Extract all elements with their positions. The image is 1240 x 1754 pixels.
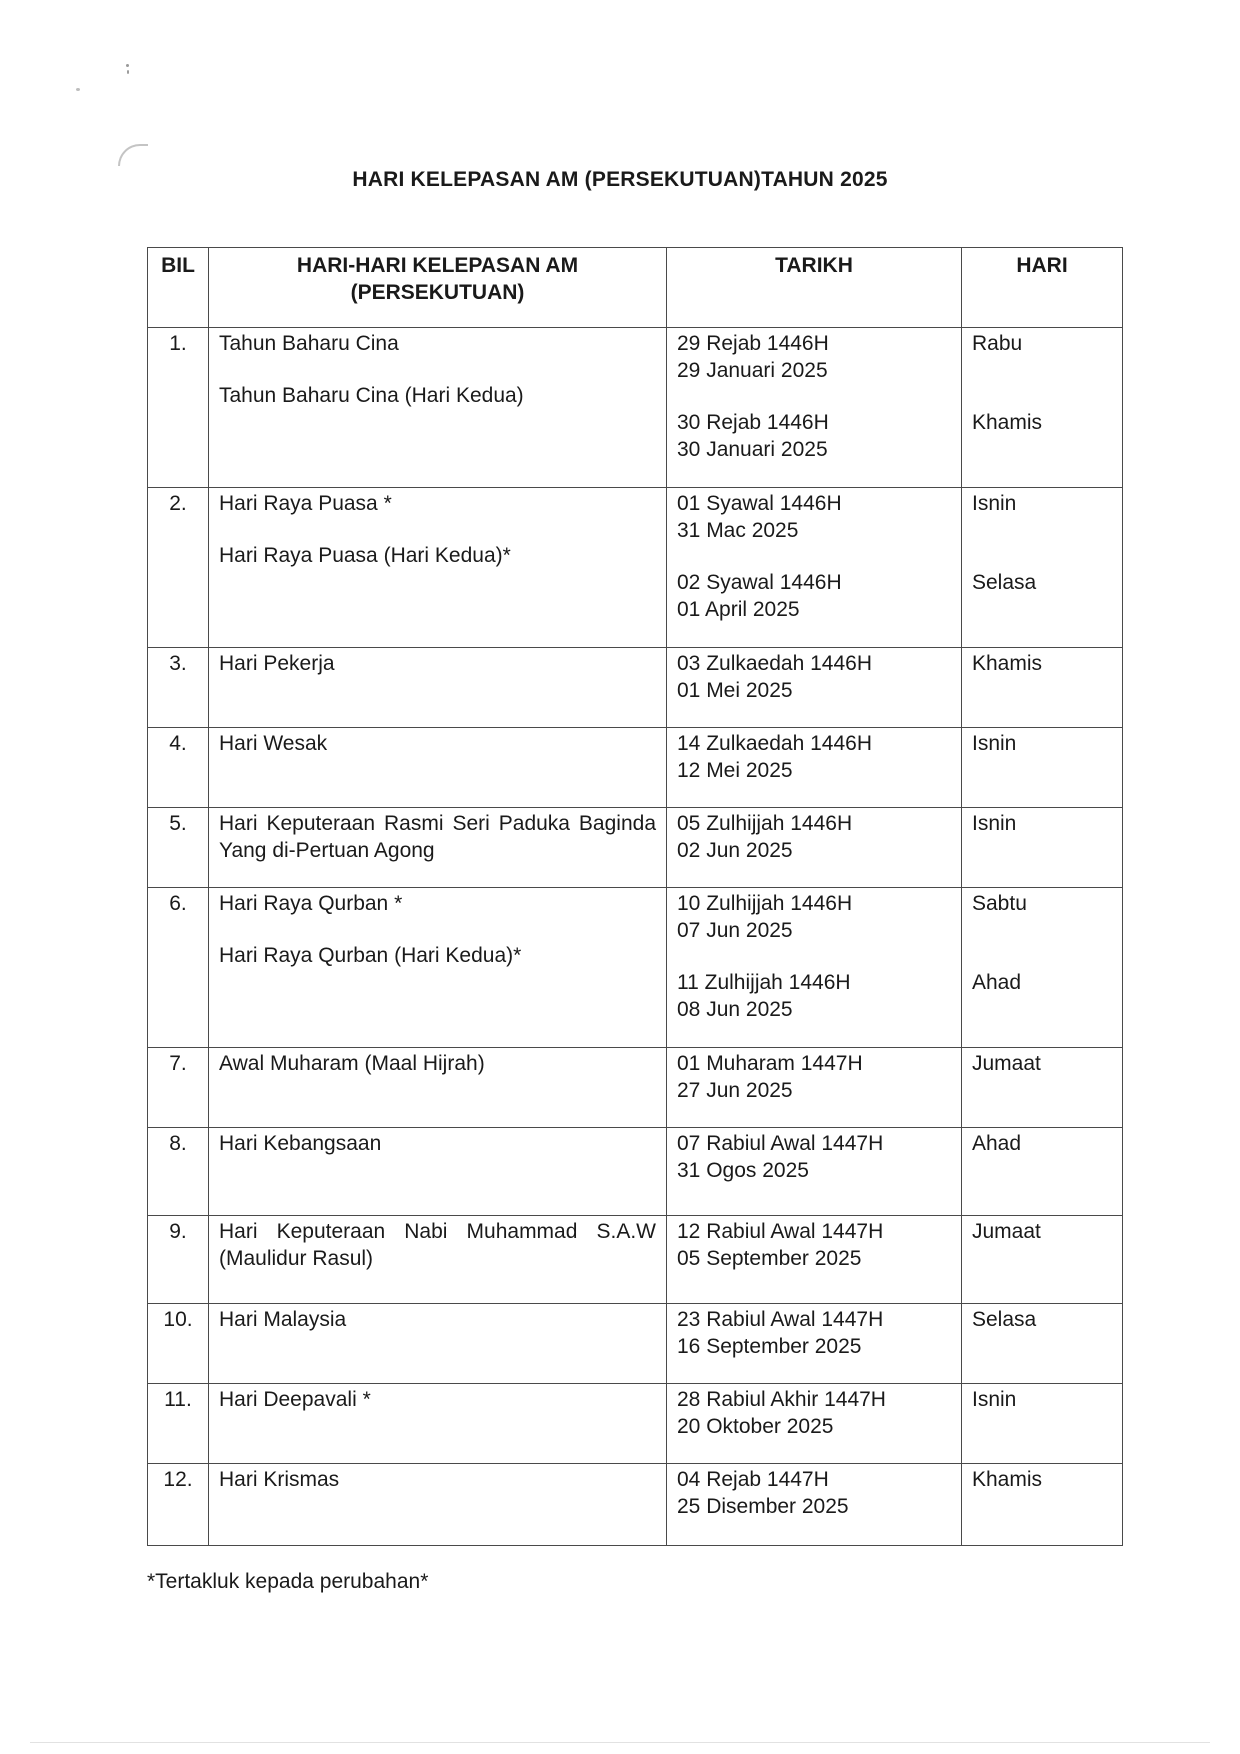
cell-date	[667, 1216, 962, 1304]
footnote: *Tertakluk kepada perubahan*	[147, 1570, 429, 1593]
hijri-date: 11 Zulhijjah 1446H	[677, 971, 851, 994]
header-date: TARIKH	[667, 248, 962, 328]
holiday-name: Hari Pekerja	[219, 652, 335, 675]
hijri-date: 28 Rabiul Akhir 1447H	[677, 1388, 886, 1411]
cell-date	[667, 1048, 962, 1128]
table-row	[148, 1304, 1123, 1384]
header-holiday: HARI-HARI KELEPASAN AM (PERSEKUTUAN)	[209, 248, 667, 328]
cell-date	[667, 728, 962, 808]
holiday-day: Selasa	[972, 1308, 1037, 1331]
cell-day	[962, 328, 1123, 488]
cell-bil: 4.	[148, 728, 209, 808]
gregorian-date: 05 September 2025	[677, 1247, 862, 1270]
holiday-date	[677, 569, 951, 623]
cell-holiday	[209, 648, 667, 728]
table-row	[148, 888, 1123, 1048]
gregorian-date: 31 Ogos 2025	[677, 1159, 809, 1182]
scan-speck	[126, 64, 129, 67]
holiday-name: Hari Raya Qurban *	[219, 892, 403, 915]
holiday-date	[677, 1218, 951, 1272]
cell-bil: 5.	[148, 808, 209, 888]
holiday-date	[677, 650, 951, 704]
holiday-name: Tahun Baharu Cina (Hari Kedua)	[219, 384, 524, 407]
cell-day	[962, 728, 1123, 808]
cell-holiday	[209, 328, 667, 488]
holiday-day: Sabtu	[972, 892, 1027, 915]
cell-date	[667, 808, 962, 888]
cell-holiday	[209, 1464, 667, 1546]
cell-holiday	[209, 808, 667, 888]
holiday-day: Khamis	[972, 652, 1043, 675]
cell-bil: 6.	[148, 888, 209, 1048]
holiday-date	[677, 490, 951, 544]
gregorian-date: 27 Jun 2025	[677, 1079, 793, 1102]
cell-bil: 12.	[148, 1464, 209, 1546]
cell-day	[962, 1216, 1123, 1304]
table-row	[148, 1128, 1123, 1216]
gregorian-date: 25 Disember 2025	[677, 1495, 849, 1518]
holiday-name: Hari Kebangsaan	[219, 1132, 382, 1155]
cell-day	[962, 888, 1123, 1048]
hijri-date: 05 Zulhijjah 1446H	[677, 812, 853, 835]
holiday-name: Hari Wesak	[219, 732, 328, 755]
cell-day	[962, 648, 1123, 728]
holiday-day: Ahad	[972, 971, 1022, 994]
holiday-name: Hari Deepavali *	[219, 1388, 371, 1411]
holiday-date	[677, 1130, 951, 1184]
cell-bil: 7.	[148, 1048, 209, 1128]
scan-edge-line	[30, 1742, 1210, 1743]
gregorian-date: 16 September 2025	[677, 1335, 862, 1358]
holiday-table	[147, 247, 1123, 1546]
table-row	[148, 1048, 1123, 1128]
holiday-date	[677, 810, 951, 864]
gregorian-date: 29 Januari 2025	[677, 359, 828, 382]
cell-bil: 8.	[148, 1128, 209, 1216]
hijri-date: 12 Rabiul Awal 1447H	[677, 1220, 884, 1243]
cell-day	[962, 1128, 1123, 1216]
cell-day	[962, 1304, 1123, 1384]
cell-date	[667, 328, 962, 488]
cell-holiday	[209, 1304, 667, 1384]
cell-day	[962, 1048, 1123, 1128]
table-row	[148, 488, 1123, 648]
cell-holiday	[209, 728, 667, 808]
gregorian-date: 02 Jun 2025	[677, 839, 793, 862]
cell-date	[667, 488, 962, 648]
holiday-day: Isnin	[972, 1388, 1017, 1411]
hijri-date: 14 Zulkaedah 1446H	[677, 732, 872, 755]
holiday-name: Hari Raya Puasa *	[219, 492, 392, 515]
hijri-date: 07 Rabiul Awal 1447H	[677, 1132, 884, 1155]
gregorian-date: 01 April 2025	[677, 598, 800, 621]
holiday-date	[677, 330, 951, 384]
hijri-date: 04 Rejab 1447H	[677, 1468, 829, 1491]
header-bil: BIL	[148, 248, 209, 328]
holiday-name: Hari Malaysia	[219, 1308, 347, 1331]
cell-bil: 10.	[148, 1304, 209, 1384]
gregorian-date: 31 Mac 2025	[677, 519, 799, 542]
holiday-name: Tahun Baharu Cina	[219, 332, 399, 355]
cell-holiday	[209, 888, 667, 1048]
hijri-date: 01 Syawal 1446H	[677, 492, 842, 515]
header-day: HARI	[962, 248, 1123, 328]
gregorian-date: 07 Jun 2025	[677, 919, 793, 942]
cell-holiday	[209, 1384, 667, 1464]
holiday-date	[677, 409, 951, 463]
cell-date	[667, 1304, 962, 1384]
cell-holiday	[209, 1128, 667, 1216]
scan-speck	[127, 70, 129, 74]
cell-date	[667, 1128, 962, 1216]
table-row	[148, 728, 1123, 808]
table-row	[148, 1464, 1123, 1546]
gregorian-date: 01 Mei 2025	[677, 679, 793, 702]
holiday-day: Rabu	[972, 332, 1023, 355]
cell-bil: 1.	[148, 328, 209, 488]
holiday-date	[677, 1050, 951, 1104]
hijri-date: 10 Zulhijjah 1446H	[677, 892, 853, 915]
scan-speck	[76, 88, 80, 91]
scan-artifact	[118, 144, 148, 166]
table-row	[148, 1384, 1123, 1464]
holiday-name: Hari Keputeraan Nabi Muhammad S.A.W (Maulidur Rasul)	[219, 1220, 656, 1270]
cell-holiday	[209, 488, 667, 648]
hijri-date: 01 Muharam 1447H	[677, 1052, 863, 1075]
cell-date	[667, 888, 962, 1048]
holiday-name: Hari Krismas	[219, 1468, 340, 1491]
holiday-date	[677, 1386, 951, 1440]
cell-day	[962, 808, 1123, 888]
cell-day	[962, 488, 1123, 648]
table-body	[148, 328, 1123, 1546]
holiday-day: Ahad	[972, 1132, 1022, 1155]
holiday-name: Hari Keputeraan Rasmi Seri Paduka Baginda Yang di-Pertuan Agong	[219, 812, 656, 862]
cell-bil: 11.	[148, 1384, 209, 1464]
table-row	[148, 328, 1123, 488]
holiday-day: Isnin	[972, 732, 1017, 755]
table-header-row	[148, 248, 1123, 328]
gregorian-date: 12 Mei 2025	[677, 759, 793, 782]
cell-date	[667, 648, 962, 728]
hijri-date: 02 Syawal 1446H	[677, 571, 842, 594]
hijri-date: 30 Rejab 1446H	[677, 411, 829, 434]
holiday-name: Hari Raya Qurban (Hari Kedua)*	[219, 944, 522, 967]
document-title: HARI KELEPASAN AM (PERSEKUTUAN)TAHUN 2025	[352, 168, 888, 191]
holiday-name: Hari Raya Puasa (Hari Kedua)*	[219, 544, 511, 567]
holiday-date	[677, 1306, 951, 1360]
cell-day	[962, 1384, 1123, 1464]
holiday-day: Jumaat	[972, 1220, 1041, 1243]
table-row	[148, 1216, 1123, 1304]
gregorian-date: 30 Januari 2025	[677, 438, 828, 461]
hijri-date: 23 Rabiul Awal 1447H	[677, 1308, 884, 1331]
cell-holiday	[209, 1048, 667, 1128]
holiday-day: Isnin	[972, 812, 1017, 835]
holiday-date	[677, 969, 951, 1023]
holiday-day: Khamis	[972, 411, 1043, 434]
holiday-day: Khamis	[972, 1468, 1043, 1491]
hijri-date: 03 Zulkaedah 1446H	[677, 652, 872, 675]
holiday-date	[677, 730, 951, 784]
holiday-date	[677, 1466, 951, 1520]
gregorian-date: 08 Jun 2025	[677, 998, 793, 1021]
cell-date	[667, 1464, 962, 1546]
gregorian-date: 20 Oktober 2025	[677, 1415, 834, 1438]
hijri-date: 29 Rejab 1446H	[677, 332, 829, 355]
cell-date	[667, 1384, 962, 1464]
holiday-day: Isnin	[972, 492, 1017, 515]
holiday-day: Jumaat	[972, 1052, 1041, 1075]
table-row	[148, 648, 1123, 728]
holiday-date	[677, 890, 951, 944]
cell-holiday	[209, 1216, 667, 1304]
cell-bil: 2.	[148, 488, 209, 648]
holiday-name: Awal Muharam (Maal Hijrah)	[219, 1052, 485, 1075]
cell-day	[962, 1464, 1123, 1546]
holiday-day: Selasa	[972, 571, 1037, 594]
cell-bil: 9.	[148, 1216, 209, 1304]
cell-bil: 3.	[148, 648, 209, 728]
table-row	[148, 808, 1123, 888]
